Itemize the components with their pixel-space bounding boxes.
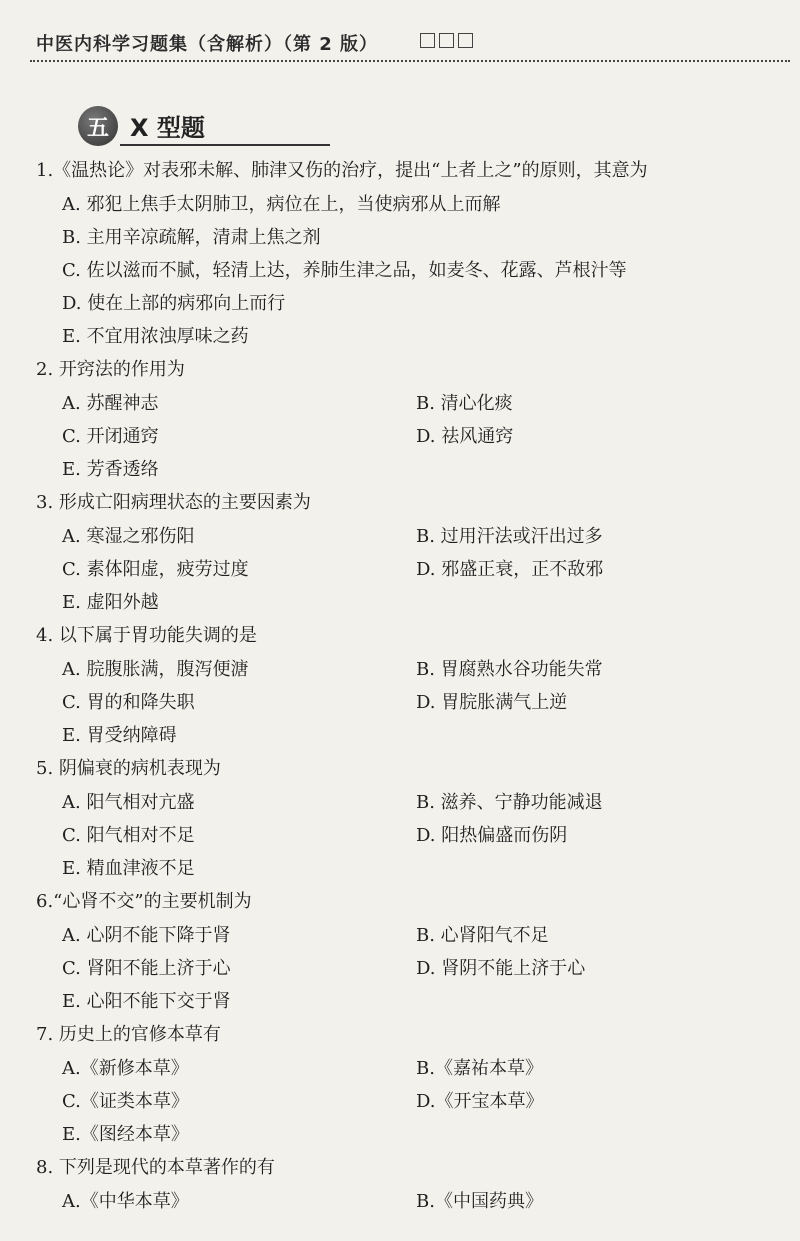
question-stem: 4. 以下属于胃功能失调的是 [36,625,257,646]
option: E. 胃受纳障碍 [62,725,177,746]
question-stem: 1.《温热论》对表邪未解、肺津又伤的治疗，提出“上者上之”的原则，其意为 [36,160,648,181]
option: B. 滋养、宁静功能减退 [416,792,603,813]
option: A. 心阴不能下降于肾 [62,925,231,946]
option: C.《证类本草》 [62,1091,189,1112]
option: D. 邪盛正衰，正不敌邪 [416,559,604,580]
option: E. 芳香透络 [62,459,159,480]
option: C. 佐以滋而不腻，轻清上达，养肺生津之品，如麦冬、花露、芦根汁等 [62,260,627,281]
header-divider [30,60,790,62]
option: D. 胃脘胀满气上逆 [416,692,568,713]
option: A.《新修本草》 [62,1058,189,1079]
option: B. 清心化痰 [416,393,513,414]
decor-square-3 [458,33,473,48]
option: D. 祛风通窍 [416,426,514,447]
option: E. 精血津液不足 [62,858,195,879]
option: A.《中华本草》 [62,1191,189,1212]
option: C. 开闭通窍 [62,426,159,447]
option: A. 邪犯上焦手太阴肺卫，病位在上，当使病邪从上而解 [62,194,501,215]
option: C. 肾阳不能上济于心 [62,958,231,979]
option: E. 心阳不能下交于肾 [62,991,231,1012]
running-header: 中医内科学习题集（含解析）（第 2 版） [36,34,379,55]
option: B. 心肾阳气不足 [416,925,549,946]
option: A. 阳气相对亢盛 [62,792,195,813]
section-title: X 型题 [130,114,205,142]
question-stem: 8. 下列是现代的本草著作的有 [36,1157,275,1178]
decor-square-1 [420,33,435,48]
question-stem: 5. 阴偏衰的病机表现为 [36,758,221,779]
option: B.《嘉祐本草》 [416,1058,543,1079]
option: A. 苏醒神志 [62,393,159,414]
decor-square-2 [439,33,454,48]
option: E. 不宜用浓浊厚味之药 [62,326,249,347]
section-number-badge: 五 [78,106,118,146]
question-stem: 3. 形成亡阳病理状态的主要因素为 [36,492,311,513]
question-stem: 7. 历史上的官修本草有 [36,1024,221,1045]
option: C. 阳气相对不足 [62,825,195,846]
header-decoration [420,33,473,48]
option: D. 阳热偏盛而伤阴 [416,825,568,846]
option: D. 使在上部的病邪向上而行 [62,293,286,314]
section-heading [74,102,254,146]
option: B.《中国药典》 [416,1191,543,1212]
option: E. 虚阳外越 [62,592,159,613]
question-list [36,154,796,1218]
section-underline [120,144,330,146]
question-stem: 2. 开窍法的作用为 [36,359,185,380]
option: A. 寒湿之邪伤阳 [62,526,195,547]
option: D.《开宝本草》 [416,1091,544,1112]
option: B. 胃腐熟水谷功能失常 [416,659,603,680]
option: D. 肾阴不能上济于心 [416,958,586,979]
option: C. 素体阳虚，疲劳过度 [62,559,249,580]
question-stem: 6.“心肾不交”的主要机制为 [36,891,252,912]
option: E.《图经本草》 [62,1124,189,1145]
option: B. 主用辛凉疏解，清肃上焦之剂 [62,227,321,248]
option: A. 脘腹胀满，腹泻便溏 [62,659,249,680]
option: C. 胃的和降失职 [62,692,195,713]
option: B. 过用汗法或汗出过多 [416,526,603,547]
